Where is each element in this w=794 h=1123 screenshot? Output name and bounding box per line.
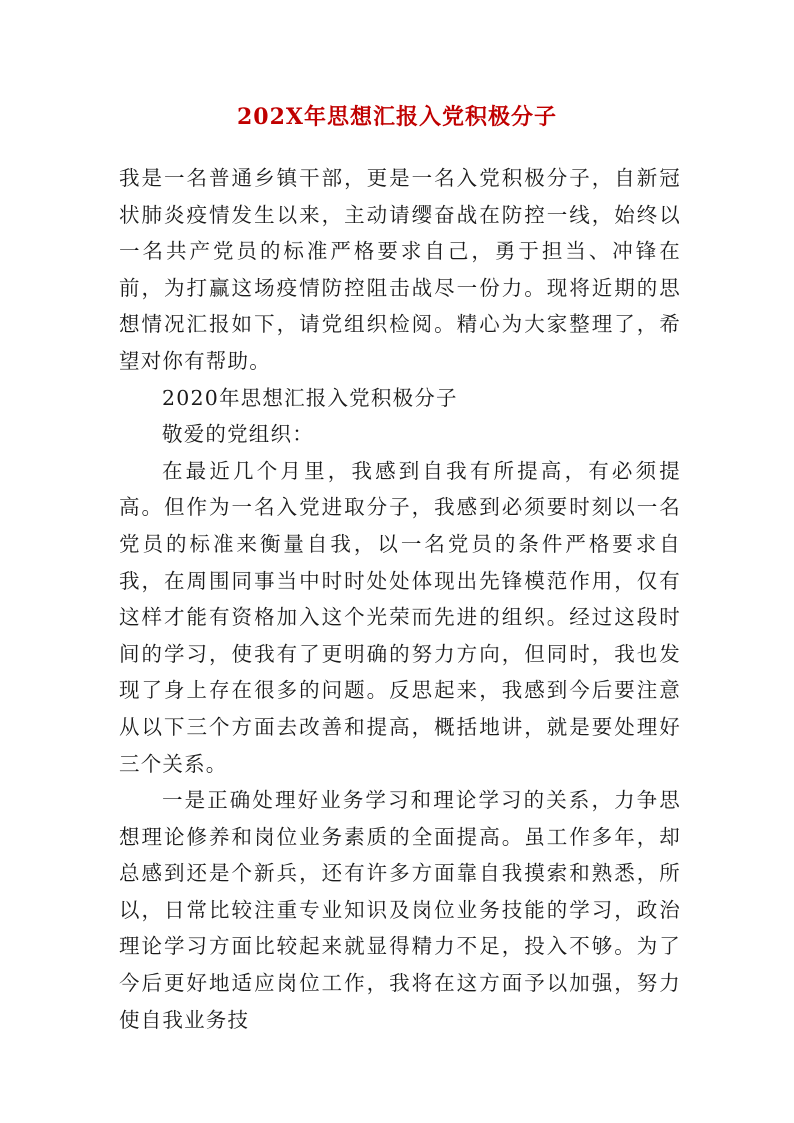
paragraph: 在最近几个月里，我感到自我有所提高，有必须提高。但作为一名入党进取分子，我感到必须要时刻以一名党员的标准来衡量自我，以一名党员的条件严格要求自我，在周围同事当中时时处处体现出先锋模范作用，仅有这样才能有资格加入这个光荣而先进的组织。经过这段时间的学习，使我有了更明确的努力方向，但同时，我也发现了身上存在很多的问题。反思起来，我感到今后要注意从以下三个方面去改善和提高，概括地讲，就是要处理好三个关系。 [119,458,681,776]
paragraph: 我是一名普通乡镇干部，更是一名入党积极分子，自新冠状肺炎疫情发生以来，主动请缨奋战在防控一线，始终以一名共产党员的标准严格要求自己，勇于担当、冲锋在前，为打赢这场疫情防控阻击战尽一份力。现将近期的思想情况汇报如下，请党组织检阅。精心为大家整理了，希望对你有帮助。 [119,166,681,373]
salutation: 敬爱的党组织： [162,422,314,447]
document-title: 202X年思想汇报入党积极分子 [237,104,557,130]
document-body [119,160,681,1038]
paragraph: 2020年思想汇报入党积极分子 [162,385,458,410]
paragraph: 一是正确处理好业务学习和理论学习的关系，力争思想理论修养和岗位业务素质的全面提高。虽工作多年，却总感到还是个新兵，还有许多方面靠自我摸索和熟悉，所以，日常比较注重专业知识及岗位业务技能的学习，政治理论学习方面比较起来就显得精力不足，投入不够。为了今后更好地适应岗位工作，我将在这方面予以加强，努力使自我业务技 [119,788,681,1032]
